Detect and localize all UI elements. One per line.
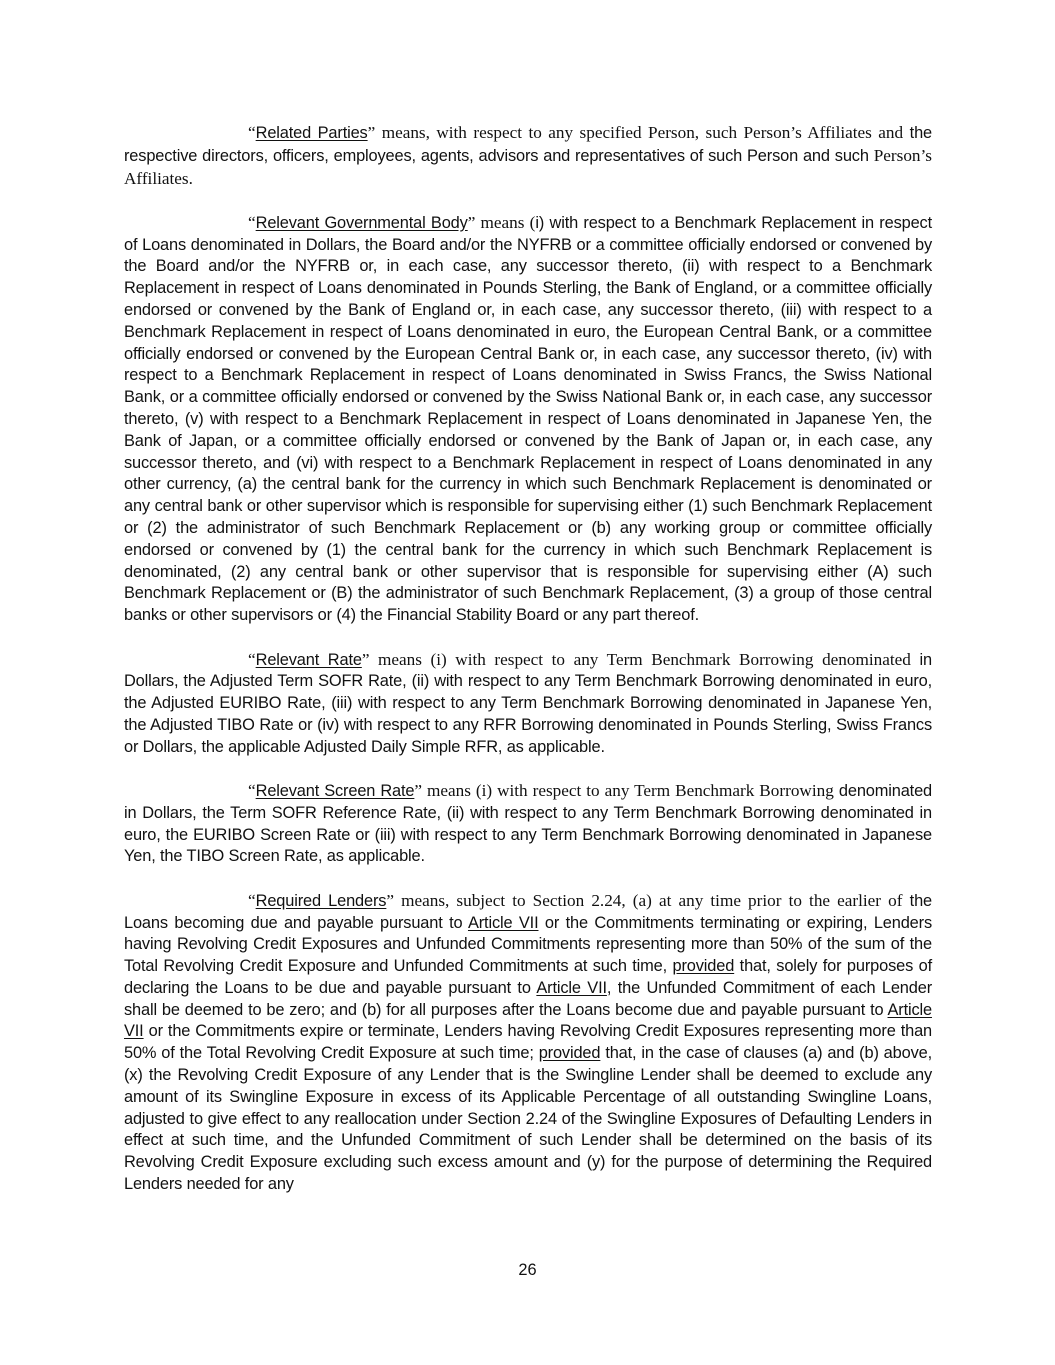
definition-text: that, in the case of clauses (a) and (b) above, (x) the Revolving Credit Exposure of any Lender that is the Swingline Lender shall be deemed to exclude any amount of its Swingline Exposure in excess of its Applicable Percentage of all outstanding Swingline Loans, adjusted to give effect to any reallocation under Section 2.24 of the Swingline Exposures of Defaulting Lenders in effect at such time, and the Unfunded Commitment of such Lender shall be determined on the basis of its Revolving Credit Exposure excluding such excess amount and (y) for the purpose of determining the Required Lenders needed for any [124, 1044, 932, 1194]
proviso-term: provided [672, 957, 735, 976]
article-reference: Article VII [536, 978, 607, 997]
definition-body: i) with respect to a Benchmark Replacement in respect of Loans denominated in Dollars, the Board and/or the NYFRB or a committee officially endorsed or convened by the Board and/or the NYFRB or, in each case, any successor thereto, (ii) with respect to a Benchmark Replacement in respect of Loans denominated in Pounds Sterling, the Bank of England, or a committee officially endorsed or convened by the Bank of England or, in each case, any successor thereto, (iii) with respect to a Benchmark Replacement in respect of Loans denominated in euro, the European Central Bank, or a committee officially endorsed or convened by the European Central Bank or, in each case, any successor thereto, (iv) with respect to a Benchmark Replacement in respect of Loans denominated in Swiss Francs, the Swiss National Bank, or a committee officially endorsed or convened by the Swiss National Bank or, in each case, any successor thereto, (v) with respect to a Benchmark Replacement in respect of Loans denominated in Japanese Yen, the Bank of Japan, or a committee officially endorsed or convened by the Bank of Japan or, in each case, any successor thereto, and (vi) with respect to a Benchmark Replacement in respect of Loans denominated in any other currency, (a) the central bank for the currency in which such Benchmark Replacement is denominated or any central bank or other supervisor which is responsible for supervising either (1) such Benchmark Replacement or (2) the administrator of such Benchmark Replacement or (b) any working group or committee officially endorsed or convened by (1) the central bank for the currency in which such Benchmark Replacement is denominated, (2) any central bank or other supervisor that is responsible for supervising either (A) such Benchmark Replacement or (B) the administrator of such Benchmark Replacement, (3) a group of those central banks or other supervisors or (4) the Financial Stability Board or any part thereof. [124, 213, 933, 625]
defined-term: Required Lenders [255, 891, 387, 910]
definition-lead: means, with respect to any specified Person, such Person’s Affiliates and [375, 123, 904, 142]
definition-body: in Dollars, the Adjusted Term SOFR Rate, (ii) with respect to any Term Benchmark Borrowing denominated in euro, the Adjusted EURIBO Rate, (iii) with respect to any Term Benchmark Borrowing denominated in Japanese Yen, the Adjusted TIBO Rate or (iv) with respect to any RFR Borrowing denominated in Pounds Sterling, Swiss Francs or Dollars, the applicable Adjusted Daily Simple RFR, as applicable. [124, 650, 932, 756]
defined-term: Relevant Screen Rate [255, 782, 415, 801]
close-quote: ” [467, 212, 476, 232]
definition-text: or the Commitments terminating or expiring, Lenders having Revolving Credit Exposures and Unfunded Commitments representing more than 50% of the sum of the Total Revolving Credit Exposure and Unfunded Commitments at such time, [124, 913, 932, 976]
defined-term: Related Parties [255, 124, 368, 142]
document-page [124, 122, 932, 1217]
definition-body: denominated in Dollars, the Term SOFR Reference Rate, (ii) with respect to any Term Benchmark Borrowing denominated in euro, the EURIBO Screen Rate or (iii) with respect to any Term Benchmark Borrowing denominated in Japanese Yen, the TIBO Screen Rate, as applicable. [124, 782, 933, 866]
definition-lead: means ( [475, 212, 536, 232]
close-quote: ” [386, 890, 394, 910]
open-quote: “ [248, 649, 256, 669]
page-number: 26 [518, 1261, 537, 1279]
definition-required-lenders [124, 890, 932, 1196]
definition-lead: means, subject to Section 2.24, (a) at any time prior to the earlier of [394, 890, 903, 910]
article-reference: Article VII [467, 913, 539, 932]
definition-text: that, solely for purposes of declaring the Loans to be due and payable pursuant to [124, 957, 932, 997]
proviso-term: provided [538, 1044, 601, 1063]
defined-term: Relevant Rate [255, 650, 362, 669]
open-quote: “ [248, 212, 256, 232]
definition-relevant-screen-rate [124, 780, 932, 868]
definition-lead: means (i) with respect to any Term Benchmark Borrowing denominated [369, 649, 911, 669]
open-quote: “ [248, 781, 256, 801]
definition-text: or the Commitments expire or terminate, Lenders having Revolving Credit Exposures representing more than 50% of the Total Revolving Credit Exposure at such time; [124, 1022, 932, 1063]
definition-text: the Loans becoming due and payable pursuant to [124, 891, 932, 932]
definition-relevant-governmental-body [124, 212, 932, 627]
definition-text: , the Unfunded Commitment of each Lender shall be deemed to be zero; and (b) for all purposes after the Loans become due and payable pursuant to [124, 978, 933, 1019]
definition-tail: Person’s Affiliates. [124, 145, 932, 188]
open-quote: “ [248, 890, 256, 910]
close-quote: ” [361, 649, 370, 669]
definition-lead: means (i) with respect to any Term Benchmark Borrowing [422, 781, 834, 801]
close-quote: ” [414, 781, 423, 801]
definition-related-parties [124, 122, 932, 190]
close-quote: ” [367, 123, 376, 142]
definition-body: the respective directors, officers, employees, agents, advisors and representatives of such Person and such [124, 124, 932, 165]
open-quote: “ [248, 123, 256, 142]
definition-relevant-rate [124, 649, 932, 759]
defined-term: Relevant Governmental Body [255, 213, 468, 232]
article-reference: Article VII [124, 1000, 932, 1041]
